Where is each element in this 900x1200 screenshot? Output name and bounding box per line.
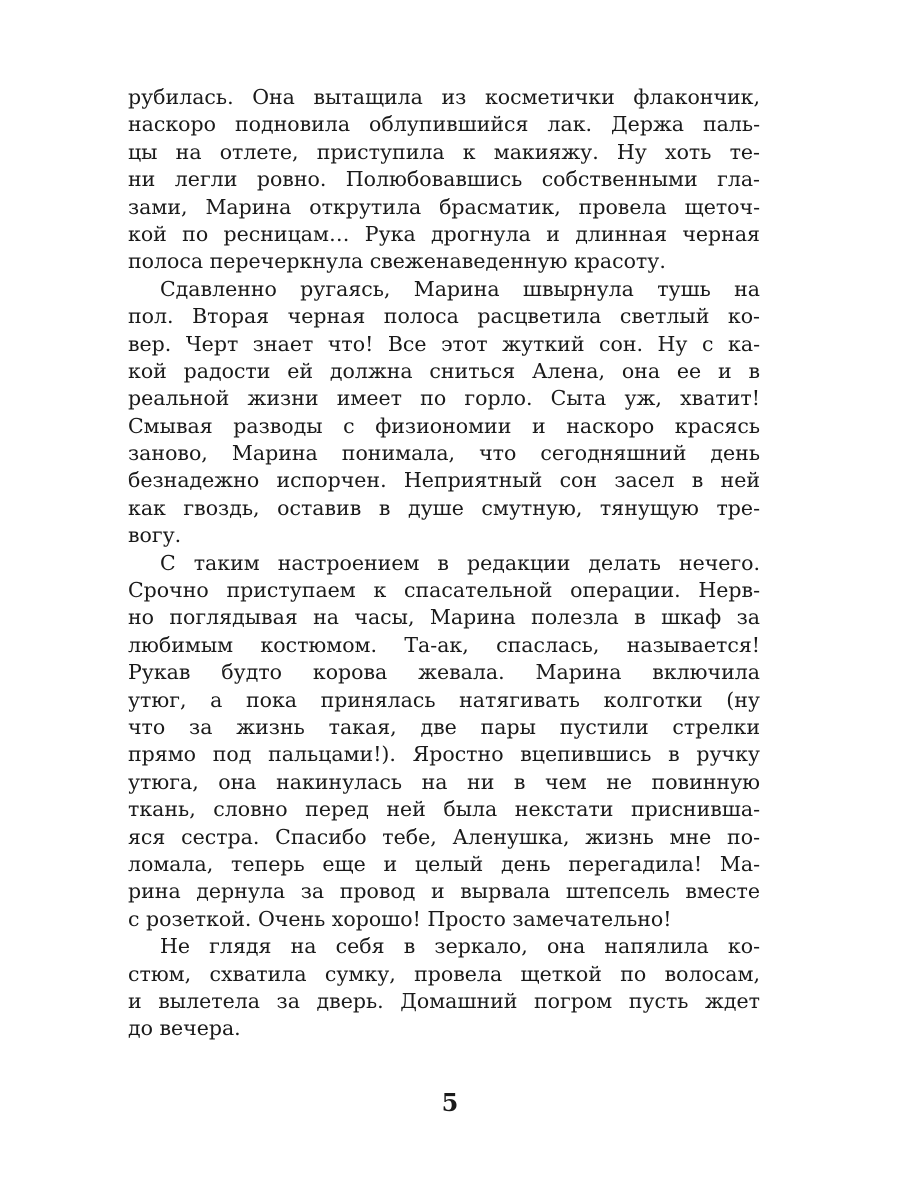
text-line: Рукав будто корова жевала. Марина включила — [128, 660, 760, 685]
text-line: кой радости ей должна сниться Алена, она ее и в — [128, 358, 760, 383]
text-line: пол. Вторая черная полоса расцветила светлый ко- — [128, 304, 760, 329]
text-line: кой по ресницам… Рука дрогнула и длинная черная — [128, 221, 760, 246]
text-line: Сдавленно ругаясь, Марина швырнула тушь на — [160, 276, 760, 301]
text-line: заново, Марина понимала, что сегодняшний день — [128, 441, 760, 466]
text-line: любимым костюмом. Та-ак, спаслась, называется! — [128, 632, 760, 657]
text-line: цы на отлете, приступила к макияжу. Ну хоть те- — [128, 139, 760, 164]
body-text — [128, 84, 760, 1043]
text-line: полоса перечеркнула свеженаведенную красоту. — [128, 249, 666, 274]
text-line: зами, Марина открутила брасматик, провела щеточ- — [128, 194, 760, 219]
text-line: яся сестра. Спасибо тебе, Аленушка, жизнь мне по- — [128, 824, 760, 849]
text-line: что за жизнь такая, две пары пустили стрелки — [128, 714, 760, 739]
page-number: 5 — [441, 1088, 459, 1117]
text-line: вер. Черт знает что! Все этот жуткий сон. Ну с ка- — [128, 331, 760, 356]
text-line: С таким настроением в редакции делать нечего. — [160, 550, 760, 575]
text-line: безнадежно испорчен. Неприятный сон засел в ней — [128, 468, 760, 493]
text-line: ткань, словно перед ней была некстати приснивша- — [128, 797, 760, 822]
text-line: Срочно приступаем к спасательной операции. Нерв- — [128, 578, 760, 603]
text-line: ломала, теперь еще и целый день перегадила! Ма- — [128, 851, 760, 876]
text-line: рина дернула за провод и вырвала штепсель вместе — [128, 879, 760, 904]
text-line: стюм, схватила сумку, провела щеткой по волосам, — [128, 961, 760, 986]
text-line: Не глядя на себя в зеркало, она напялила ко- — [160, 934, 760, 959]
text-line: вогу. — [128, 523, 182, 548]
text-line: реальной жизни имеет по горло. Сыта уж, хватит! — [128, 386, 760, 411]
text-line: до вечера. — [128, 1016, 241, 1041]
text-line: с розеткой. Очень хорошо! Просто замечательно! — [128, 906, 672, 931]
text-line: наскоро подновила облупившийся лак. Держа паль- — [128, 112, 760, 137]
text-line: рубилась. Она вытащила из косметички флакончик, — [128, 85, 760, 109]
text-line: как гвоздь, оставив в душе смутную, тянущую тре- — [128, 495, 760, 520]
text-line: и вылетела за дверь. Домашний погром пусть ждет — [128, 988, 760, 1013]
text-line: утюга, она накинулась на ни в чем не повинную — [128, 769, 760, 794]
text-line: но поглядывая на часы, Марина полезла в шкаф за — [128, 605, 760, 630]
text-line: Смывая разводы с физиономии и наскоро красясь — [128, 413, 760, 438]
text-line: прямо под пальцами!). Яростно вцепившись в ручку — [128, 742, 760, 767]
text-line: утюг, а пока принялась натягивать колготки (ну — [128, 687, 760, 712]
text-line: ни легли ровно. Полюбовавшись собственными гла- — [128, 167, 760, 192]
